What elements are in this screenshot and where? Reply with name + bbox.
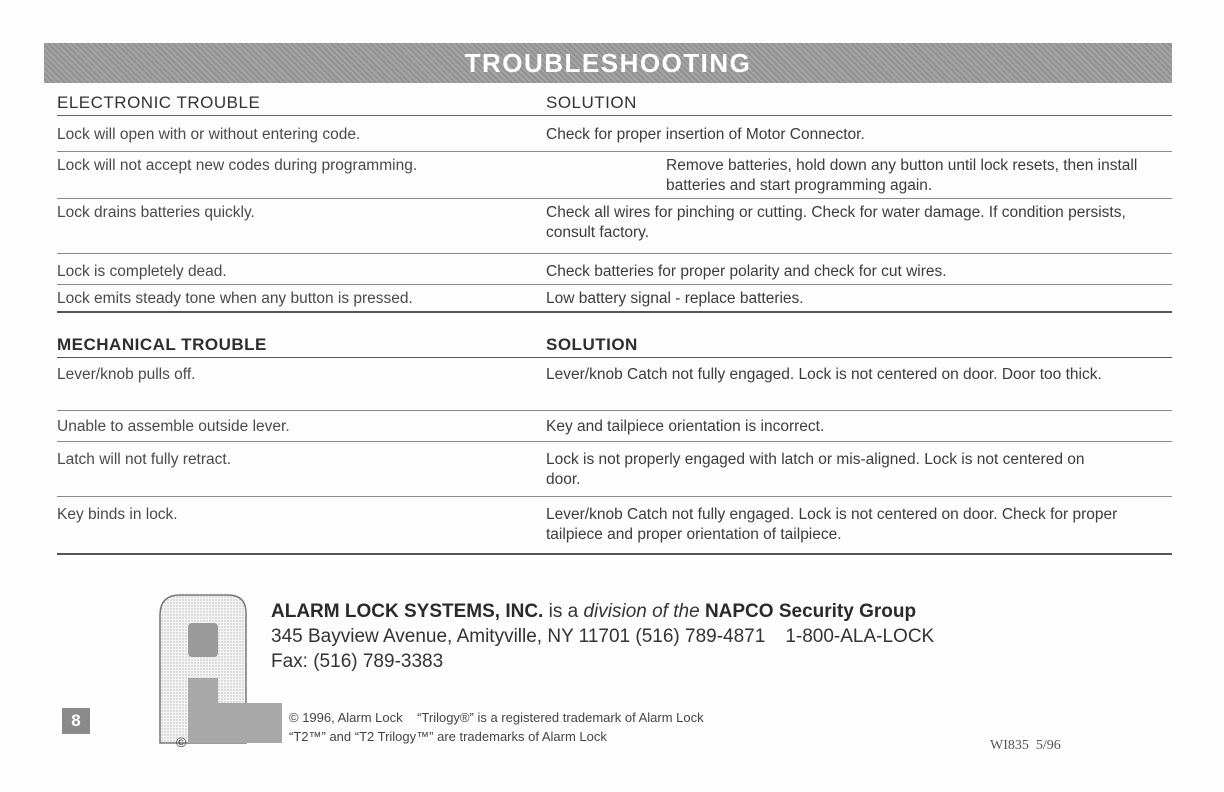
trouble-text: Lock will not accept new codes during programming. [57,157,418,174]
trademark-line: “T2™” and “T2 Trilogy™” are trademarks of Alarm Lock [289,729,607,744]
trouble-text: Lock will open with or without entering code. [57,126,361,143]
trouble-text: Lock is completely dead. [57,263,227,280]
toll-free-number: 1-800-ALA-LOCK [785,626,935,647]
parent-company: NAPCO Security Group [704,601,917,622]
is-a-text: is a [543,601,584,622]
solution-text: Check for proper insertion of Motor Connector. [546,126,865,143]
trouble-text: Lock drains batteries quickly. [57,204,255,221]
table-row [57,199,1172,254]
table-row [57,411,1172,442]
trouble-text: Lock emits steady tone when any button is pressed. [57,290,413,307]
trouble-text: Key binds in lock. [57,506,178,523]
troubleshooting-banner [44,43,1172,83]
table-row [57,152,1172,199]
table-row [57,254,1172,285]
legal-notice [289,708,704,746]
electronic-trouble-table [57,86,1172,313]
solution-text: Check batteries for proper polarity and check for cut wires. [546,263,947,280]
mechanical-table-header [57,328,1172,358]
document-code: WI835 5/96 [990,738,1061,753]
solution-text: Lever/knob Catch not fully engaged. Lock is not centered on door. Door too thick. [546,366,1102,383]
company-name: ALARM LOCK SYSTEMS, INC. [271,601,544,622]
company-line [271,599,934,624]
copyright-line: © 1996, Alarm Lock “Trilogy®” is a registered trademark of Alarm Lock [289,710,704,725]
solution-text: Low battery signal - replace batteries. [546,290,804,307]
electronic-table-header [57,86,1172,116]
trouble-text: Latch will not fully retract. [57,451,232,468]
company-info [271,599,934,674]
solution-text: Remove batteries, hold down any button until lock resets, then install batteries and start programming again. [666,157,1138,194]
mechanical-solution-heading: SOLUTION [546,335,638,354]
division-text: division of the [583,601,700,622]
table-row [57,116,1172,152]
trouble-text: Unable to assemble outside lever. [57,418,290,435]
page-number: 8 [62,708,90,734]
electronic-trouble-heading: ELECTRONIC TROUBLE [57,93,261,112]
address-line [271,624,934,649]
fax: Fax: (516) 789-3383 [271,651,444,672]
table-row [57,497,1172,555]
alarm-lock-logo [158,593,284,748]
mechanical-trouble-table [57,328,1172,555]
table-row [57,358,1172,411]
address: 345 Bayview Avenue, Amityville, NY 11701 (516) 789-4871 [271,626,766,647]
table-row [57,285,1172,313]
copyright-symbol: © [176,734,187,750]
electronic-solution-heading: SOLUTION [546,93,637,112]
mechanical-trouble-heading: MECHANICAL TROUBLE [57,335,267,354]
table-row [57,442,1172,497]
solution-text: Key and tailpiece orientation is incorrect. [546,418,825,435]
trouble-text: Lever/knob pulls off. [57,366,196,383]
solution-text: Lock is not properly engaged with latch or mis-aligned. Lock is not centered on door. [546,451,1085,488]
solution-text: Check all wires for pinching or cutting. Check for water damage. If condition persists, consult factory. [546,204,1126,241]
page-title: TROUBLESHOOTING [464,47,752,78]
solution-text: Lever/knob Catch not fully engaged. Lock is not centered on door. Check for proper tailpiece and proper orientation of tailpiece. [546,506,1118,543]
